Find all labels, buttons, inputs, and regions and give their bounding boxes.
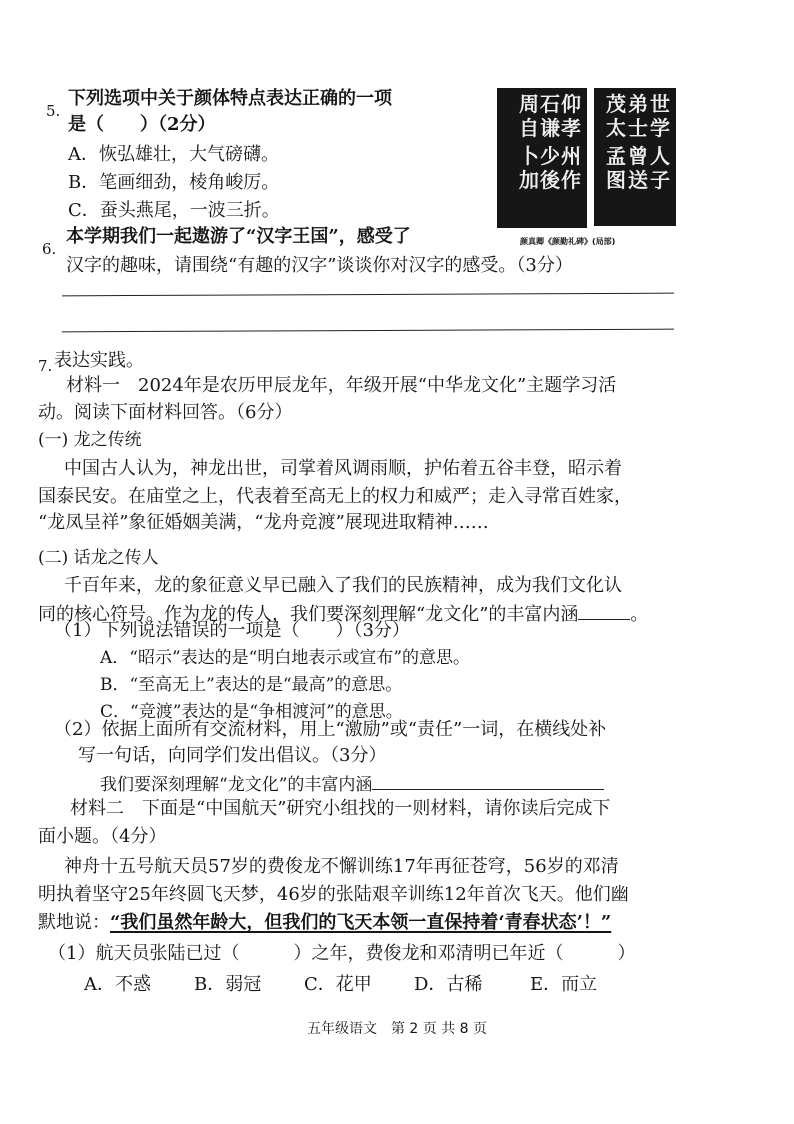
section2-title: (二) 话龙之传人 — [38, 548, 159, 568]
q7-sub2-answer-line — [100, 775, 604, 794]
material2-line1: 材料二 下面是“中国航天”研究小组找的一则材料，请你读后完成下 — [70, 798, 611, 819]
q6-answer-line-2[interactable] — [62, 329, 674, 333]
section1-para-line3: “龙凤呈祥”象征婚姻美满，“龙舟竞渡”展现进取精神…… — [38, 512, 489, 533]
q7-m2-sub1-option-e: E．而立 — [530, 974, 598, 995]
q7-sub2-line2: 写一句话，向同学们发出倡议。（3分） — [78, 745, 387, 766]
q7-sub1-option-b: B．“至高无上”表达的是“最高”的意思。 — [100, 675, 403, 695]
q7-m2-sub1-option-c: C．花甲 — [304, 974, 372, 995]
q7-sub1-stem: （1）下列说法错误的一项是（ ）（3分） — [54, 620, 410, 641]
q5-option-a: A．恢弘雄壮，大气磅礴。 — [68, 144, 279, 165]
q7-sub1-option-c: C．“竞渡”表达的是“争相渡河”的意思。 — [100, 702, 403, 722]
section2-blank[interactable] — [578, 605, 630, 620]
material2-para-line2: 明执着坚守25年终圆飞天梦，46岁的张陆艰辛训练12年首次飞天。他们幽 — [38, 884, 629, 905]
material1-line2: 动。阅读下面材料回答。（6分） — [38, 402, 293, 423]
material1-line1: 材料一 2024年是农历甲辰龙年，年级开展“中华龙文化”主题学习活 — [66, 375, 617, 396]
section2-para-line1: 千百年来，龙的象征意义早已融入了我们的民族精神，成为我们文化认 — [64, 575, 622, 596]
section1-title: (一) 龙之传统 — [38, 430, 142, 450]
q7-sub1-option-a: A．“昭示”表达的是“明白地表示或宣布”的意思。 — [100, 648, 471, 668]
q7-sub2-line1: （2）依据上面所有交流材料，用上“激励”或“责任”一词，在横线处补 — [54, 719, 607, 740]
section1-para-line2: 国泰民安。在庙堂之上，代表着至高无上的权力和威严；走入寻常百姓家， — [38, 486, 632, 507]
q7-m2-sub1-option-d: D．古稀 — [414, 974, 483, 995]
q6-number: 6. — [42, 240, 57, 258]
material2-para-line3: 默地说：“我们虽然年龄大，但我们的飞天本领一直保持着‘青春状态’！” — [38, 912, 612, 933]
material2-para-line1: 神舟十五号航天员57岁的费俊龙不懈训练17年再征苍穹，56岁的邓清 — [64, 856, 619, 877]
q7-title: 表达实践。 — [54, 350, 144, 371]
rubbing-caption: 颜真卿《颜勤礼碑》(局部) — [520, 237, 616, 246]
astronaut-quote: “我们虽然年龄大，但我们的飞天本领一直保持着‘青春状态’！” — [110, 912, 612, 933]
q6-stem-line1: 本学期我们一起遨游了“汉字王国”，感受了 — [66, 226, 411, 247]
q7-m2-sub1-stem: （1）航天员张陆已过（ ）之年，费俊龙和邓清明已年近（ ） — [48, 943, 636, 964]
q5-stem-line2: 是（ ）（2分） — [68, 114, 216, 135]
q7-sub2-answer-blank[interactable] — [372, 775, 604, 790]
q5-option-c: C．蚕头燕尾，一波三折。 — [68, 200, 280, 221]
q5-option-b: B．笔画细劲，棱角峻厉。 — [68, 172, 280, 193]
q5-number: 5. — [46, 102, 61, 120]
q7-m2-sub1-option-b: B．弱冠 — [194, 974, 262, 995]
q7-sub2-answer-prefix: 我们要深刻理解“龙文化”的丰富内涵 — [100, 775, 373, 795]
calligraphy-rubbing-right: 世学 弟士 茂太 人子 曾送 孟图 — [594, 88, 676, 226]
section1-para-line1: 中国古人认为，神龙出世，司掌着风调雨顺，护佑着五谷丰登，昭示着 — [64, 458, 622, 479]
q5-stem-line1: 下列选项中关于颜体特点表达正确的一项 — [68, 88, 392, 109]
material2-line2: 面小题。（4分） — [38, 826, 167, 847]
q7-m2-sub1-option-a: A．不惑 — [84, 974, 151, 995]
page-footer: 五年级语文 第 2 页 共 8 页 — [306, 1021, 488, 1037]
q7-number: 7. — [38, 357, 53, 375]
section2-para-line2: 同的核心符号。作为龙的传人，我们要深刻理解“龙文化”的丰富内涵 。 — [38, 604, 649, 625]
calligraphy-rubbing-left: 仰孝 石谦 周自 州作 少後 卜加 — [497, 88, 587, 228]
q6-stem-line2: 汉字的趣味，请围绕“有趣的汉字”谈谈你对汉字的感受。（3分） — [66, 255, 573, 276]
q6-answer-line-1[interactable] — [62, 293, 674, 297]
